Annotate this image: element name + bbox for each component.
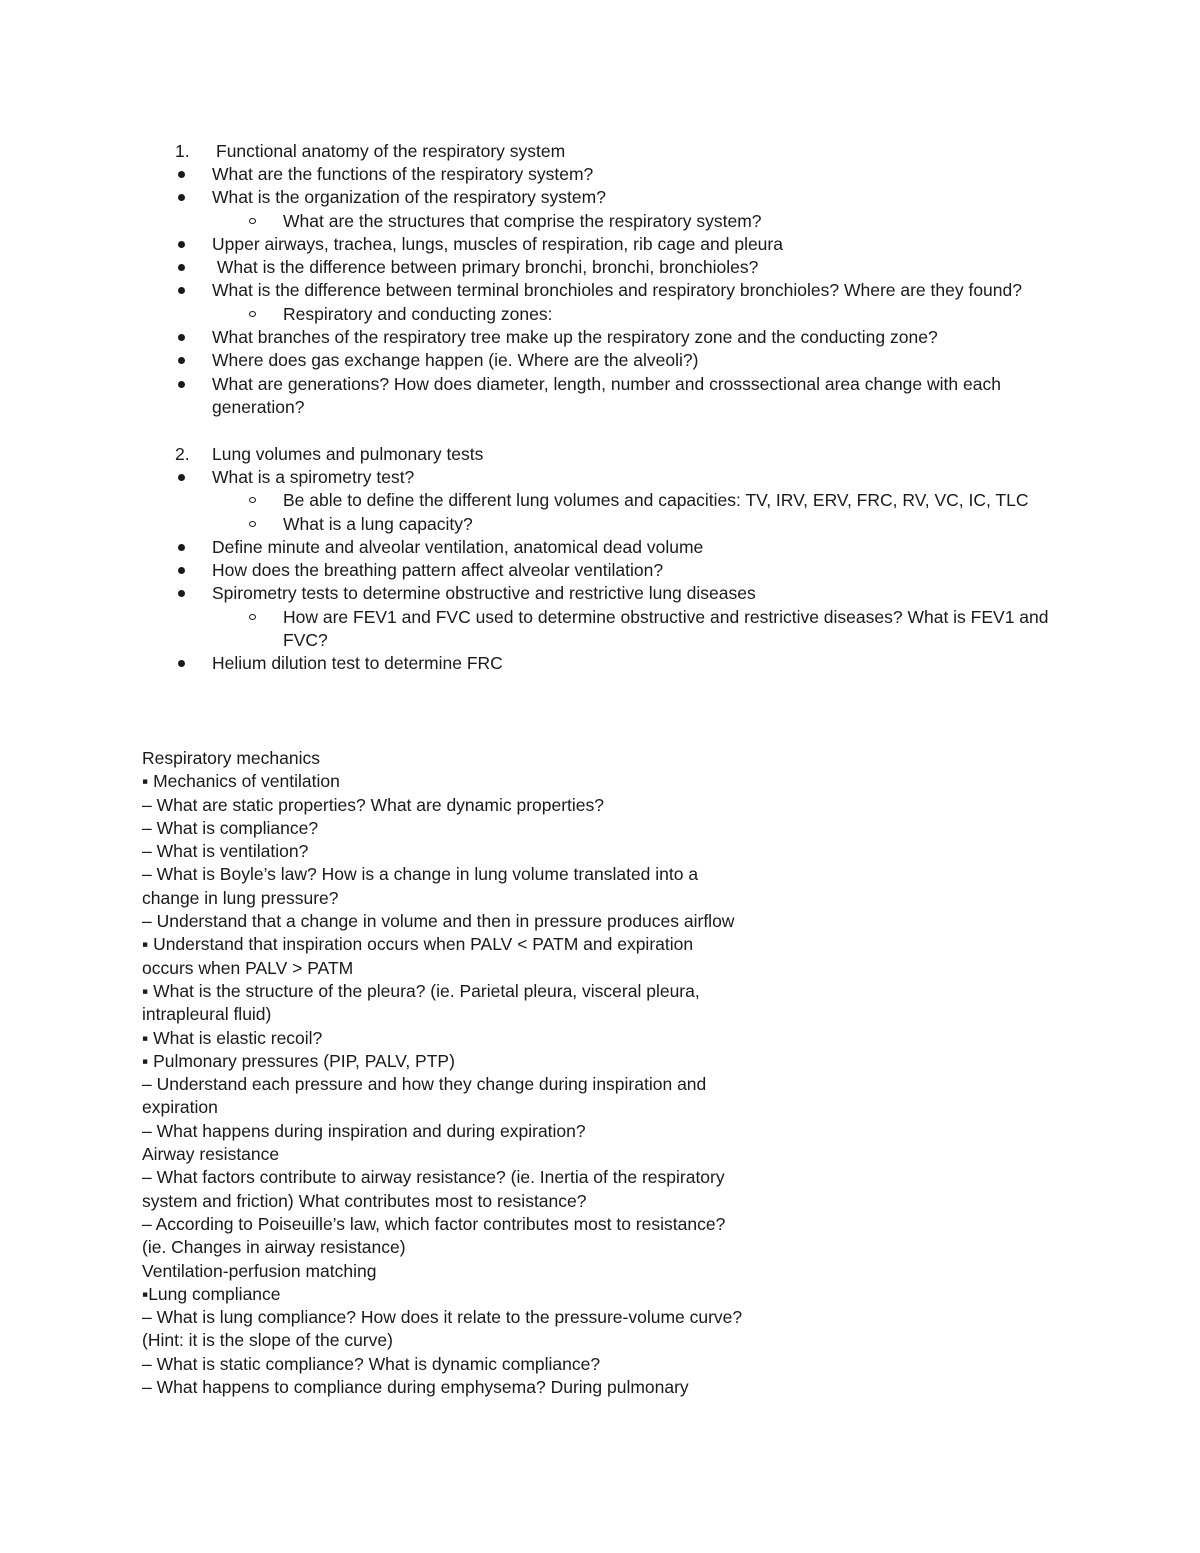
section-heading — [0, 443, 1200, 466]
section-functional-anatomy — [0, 140, 1200, 419]
text-line: – What factors contribute to airway resistance? (ie. Inertia of the respiratory — [142, 1167, 725, 1188]
section-title: Functional anatomy of the respiratory system — [216, 141, 566, 161]
list-item: What is the difference between terminal bronchioles and respiratory bronchioles? Where are they found? — [0, 279, 1200, 302]
hollow-bullet-icon — [249, 311, 256, 317]
bullet-icon — [178, 357, 185, 364]
section-lung-volumes — [0, 443, 1200, 676]
hollow-bullet-icon — [249, 497, 256, 503]
bullet-icon — [178, 171, 185, 178]
text-line: – What happens to compliance during emphysema? During pulmonary — [142, 1377, 689, 1398]
list-item: What is the difference between primary bronchi, bronchi, bronchioles? — [0, 256, 1200, 279]
text-line: – What is ventilation? — [142, 841, 309, 862]
sub-list-item: Be able to define the different lung volumes and capacities: TV, IRV, ERV, FRC, RV, VC, IC, TLC — [0, 489, 1200, 512]
list-item: What are the functions of the respiratory system? — [0, 163, 1200, 186]
hollow-bullet-icon — [249, 521, 256, 527]
text-line: – What happens during inspiration and during expiration? — [142, 1120, 586, 1141]
section-title: Lung volumes and pulmonary tests — [212, 444, 484, 464]
text-line: occurs when PALV > PATM — [142, 957, 354, 978]
text-line: expiration — [142, 1097, 218, 1118]
list-item: Where does gas exchange happen (ie. Where are the alveoli?) — [0, 349, 1200, 372]
text-line: ▪ Pulmonary pressures (PIP, PALV, PTP) — [142, 1050, 455, 1071]
text-line: – What is compliance? — [142, 817, 319, 838]
hollow-bullet-icon — [249, 614, 256, 620]
text-line: – What is static compliance? What is dynamic compliance? — [142, 1353, 601, 1374]
sub-list-item: What is a lung capacity? — [0, 513, 1200, 536]
text-line: intrapleural fluid) — [142, 1004, 272, 1025]
text-line: – Understand that a change in volume and then in pressure produces airflow — [142, 911, 735, 932]
text-line: ▪Lung compliance — [142, 1283, 281, 1304]
subheading-airway-resistance: Airway resistance — [142, 1144, 280, 1165]
text-line: (ie. Changes in airway resistance) — [142, 1237, 406, 1258]
hollow-bullet-icon — [249, 218, 256, 224]
bullet-icon — [178, 334, 185, 341]
text-line: ▪ What is elastic recoil? — [142, 1027, 323, 1048]
text-line: – According to Poiseuille’s law, which factor contributes most to resistance? — [142, 1213, 726, 1234]
bullet-icon — [178, 264, 185, 271]
sub-list-item: What are the structures that comprise the respiratory system? — [0, 210, 1200, 233]
bullet-icon — [178, 544, 185, 551]
sub-list-item: Respiratory and conducting zones: — [0, 303, 1200, 326]
section-title: Respiratory mechanics — [142, 748, 320, 768]
list-item: What branches of the respiratory tree make up the respiratory zone and the conducting zone? — [0, 326, 1200, 349]
list-item: Upper airways, trachea, lungs, muscles of respiration, rib cage and pleura — [0, 233, 1200, 256]
subheading-ventilation-perfusion: Ventilation-perfusion matching — [142, 1260, 377, 1281]
bullet-icon — [178, 567, 185, 574]
section-number: 2. — [175, 444, 190, 464]
bullet-icon — [178, 474, 185, 481]
list-item: Define minute and alveolar ventilation, anatomical dead volume — [0, 536, 1200, 559]
list-item: What are generations? How does diameter, length, number and crosssectional area change with each generation? — [0, 373, 1200, 420]
section-heading — [0, 140, 1200, 163]
list-item: What is the organization of the respiratory system? — [0, 186, 1200, 209]
text-line: – What is lung compliance? How does it relate to the pressure-volume curve? — [142, 1307, 743, 1328]
text-line: ▪ Understand that inspiration occurs when PALV < PATM and expiration — [142, 934, 694, 955]
text-line: – What are static properties? What are dynamic properties? — [142, 794, 605, 815]
bullet-icon — [178, 590, 185, 597]
text-line: (Hint: it is the slope of the curve) — [142, 1330, 393, 1351]
bullet-icon — [178, 381, 185, 388]
text-line: system and friction) What contributes most to resistance? — [142, 1190, 587, 1211]
sub-list-item: How are FEV1 and FVC used to determine obstructive and restrictive diseases? What is FEV1 and FVC? — [0, 606, 1200, 653]
list-item: Spirometry tests to determine obstructive and restrictive lung diseases — [0, 582, 1200, 605]
bullet-icon — [178, 241, 185, 248]
bullet-icon — [178, 194, 185, 201]
text-line: ▪ Mechanics of ventilation — [142, 771, 340, 792]
list-item: Helium dilution test to determine FRC — [0, 652, 1200, 675]
section-number: 1. — [175, 141, 190, 161]
bullet-icon — [178, 287, 185, 294]
text-line: change in lung pressure? — [142, 887, 339, 908]
bullet-icon — [178, 660, 185, 667]
list-item: What is a spirometry test? — [0, 466, 1200, 489]
text-line: ▪ What is the structure of the pleura? (ie. Parietal pleura, visceral pleura, — [142, 980, 700, 1001]
section-respiratory-mechanics — [142, 747, 862, 1399]
text-line: – Understand each pressure and how they change during inspiration and — [142, 1074, 707, 1095]
list-item: How does the breathing pattern affect alveolar ventilation? — [0, 559, 1200, 582]
text-line: – What is Boyle’s law? How is a change in lung volume translated into a — [142, 864, 699, 885]
